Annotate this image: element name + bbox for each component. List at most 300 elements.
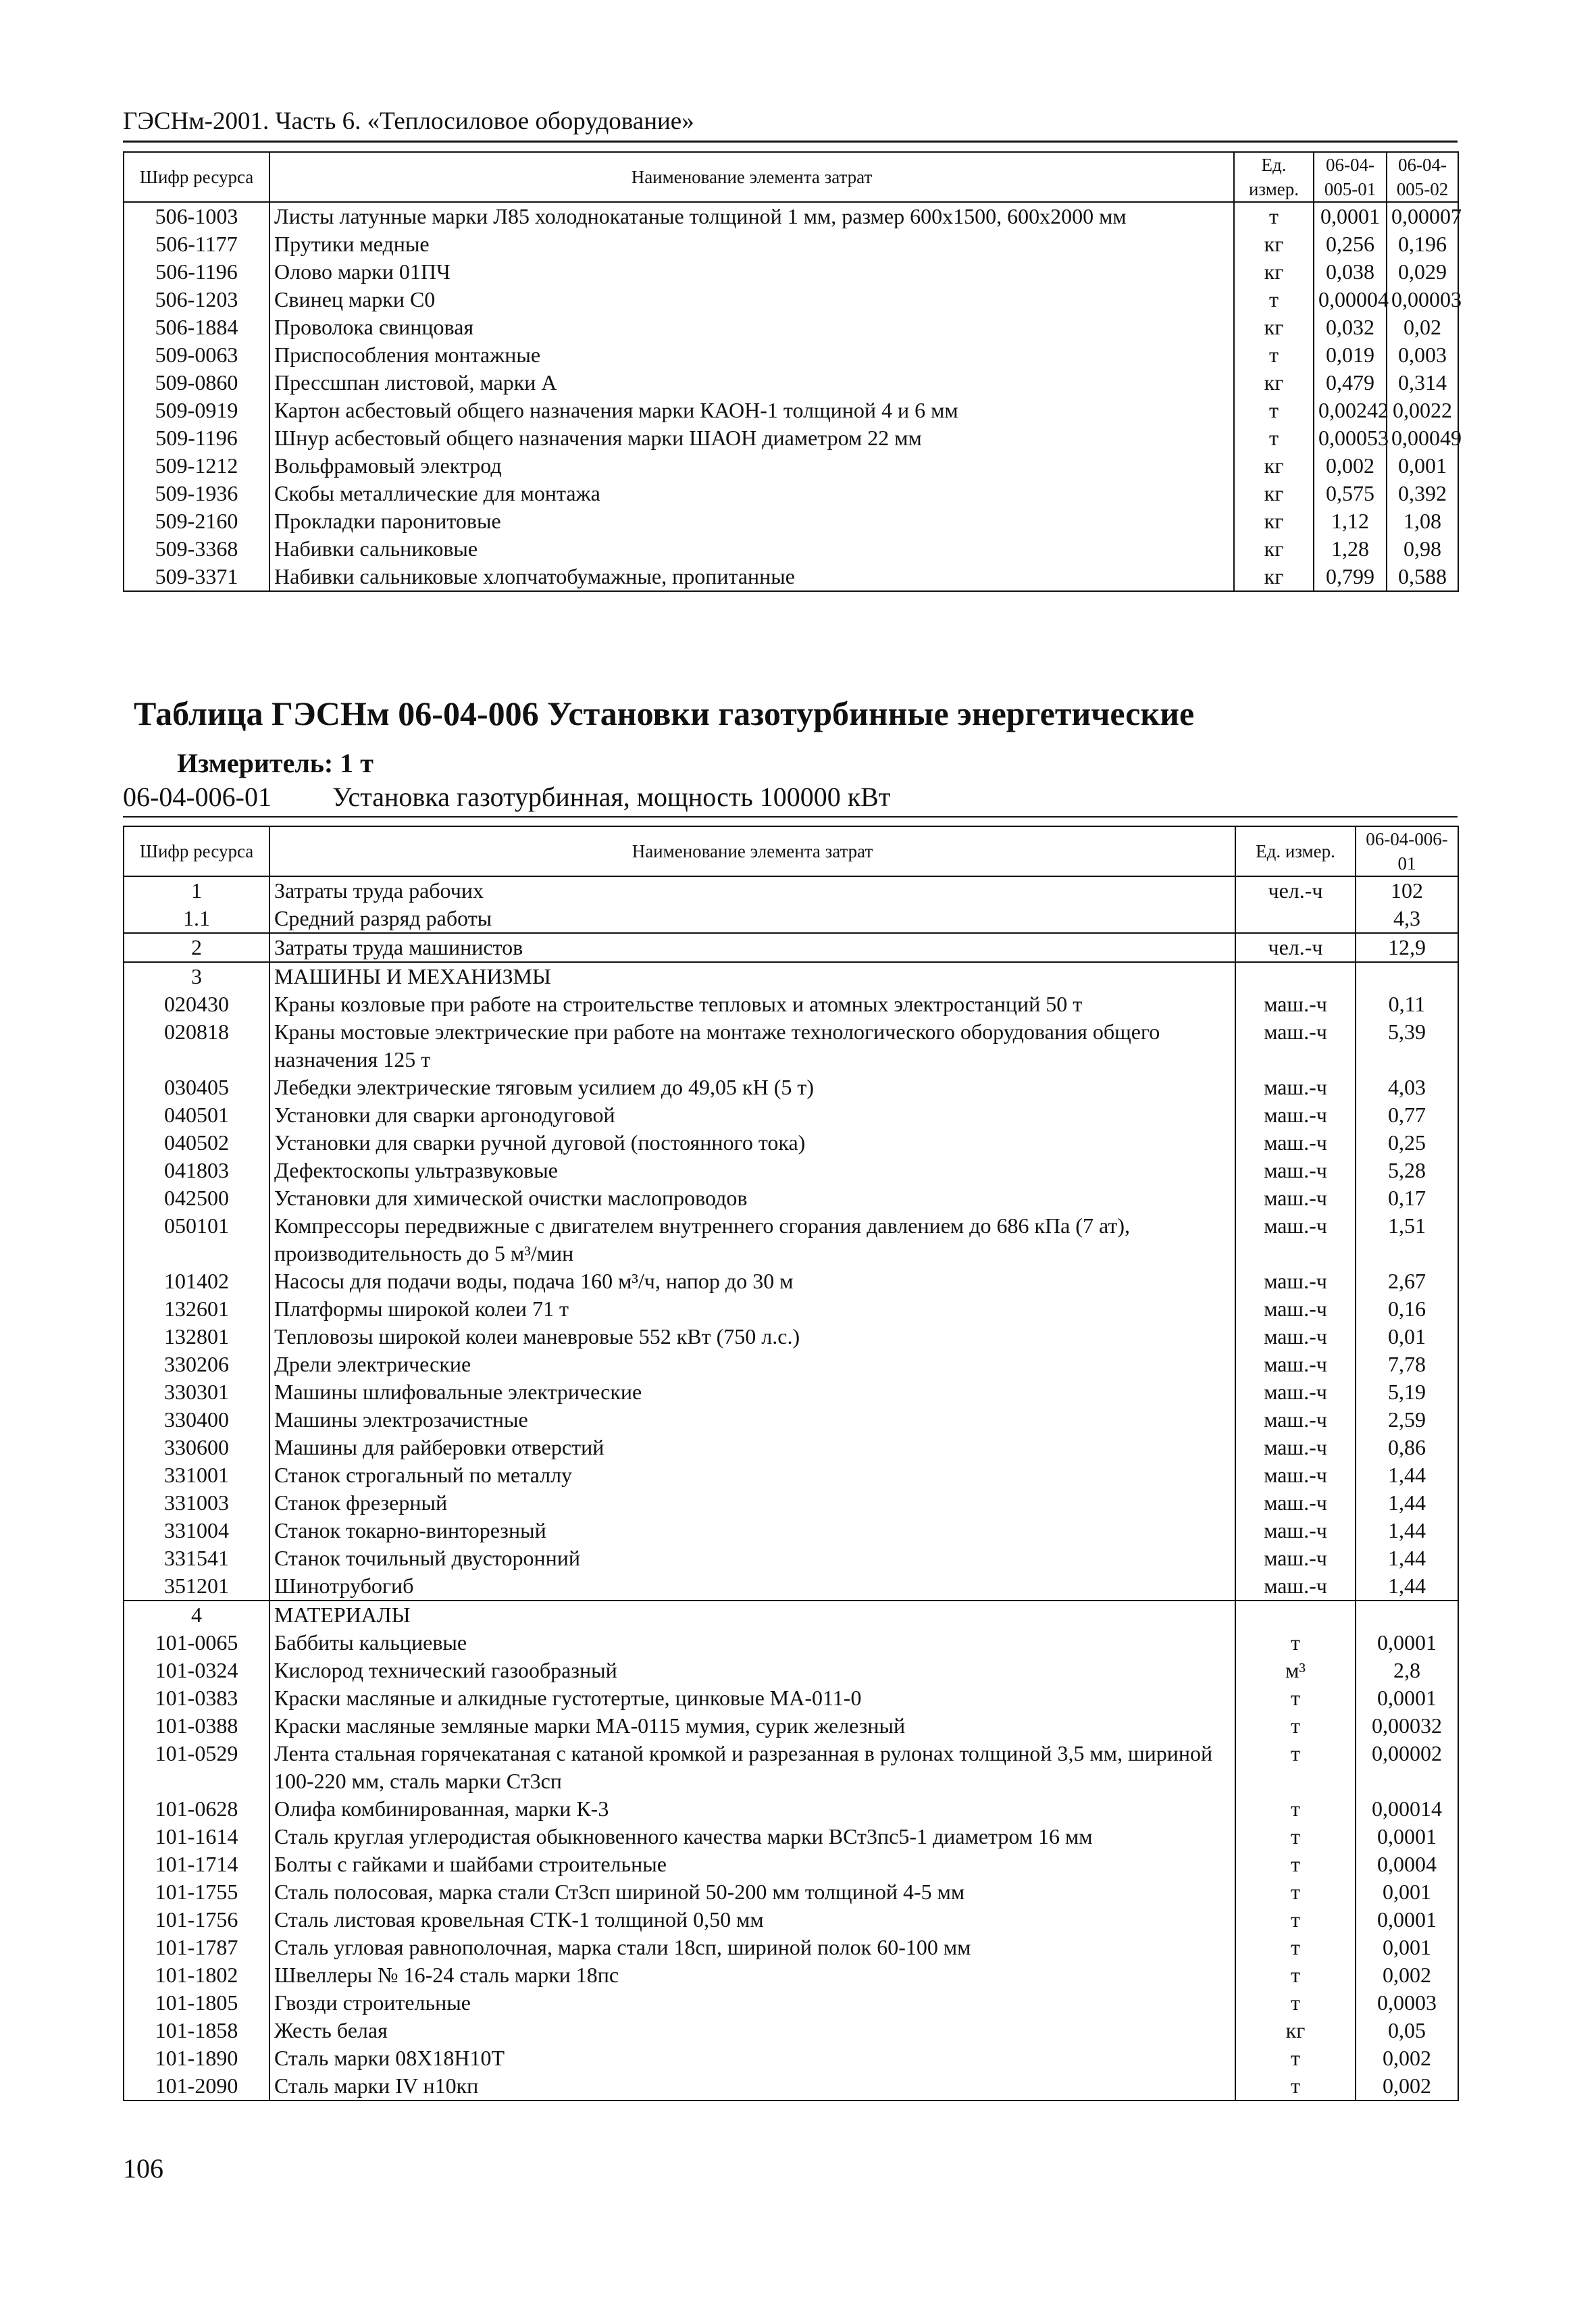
table-row [124,1378,1458,1406]
resource-unit [1235,962,1356,990]
norm-value-006-01: 0,0001 [1356,1684,1458,1712]
norm-value-005-02: 0,00003 [1387,286,1458,313]
resource-unit: маш.-ч [1235,1434,1356,1461]
resource-code: 101-0383 [124,1684,269,1712]
norm-value-006-01: 0,05 [1356,2017,1458,2044]
norm-value-006-01: 0,17 [1356,1184,1458,1212]
resource-unit: маш.-ч [1235,1184,1356,1212]
table-row [124,480,1458,507]
resource-unit: т [1235,1795,1356,1823]
norm-value-006-01: 0,00032 [1356,1712,1458,1740]
resource-unit [1235,1601,1356,1629]
norm-value-006-01: 12,9 [1356,933,1458,962]
resource-unit: маш.-ч [1235,1517,1356,1544]
resource-unit: т [1234,286,1314,313]
resource-unit: м³ [1235,1657,1356,1684]
resource-code: 101-1805 [124,1989,269,2017]
resource-unit: чел.-ч [1235,876,1356,905]
resource-code: 506-1177 [124,230,269,258]
resource-code: 330600 [124,1434,269,1461]
resource-name: Машины электрозачистные [269,1406,1235,1434]
norm-value-005-01: 0,575 [1314,480,1387,507]
resource-name: Лента стальная горячекатаная с катаной кромкой и разрезанная в рулонах толщиной 3,5 мм, шириной 100-220 мм, сталь марки Ст3сп [269,1740,1235,1795]
resource-code: 509-1196 [124,424,269,452]
column-header-unit: Ед. измер. [1234,152,1314,202]
table-row [124,1129,1458,1157]
resource-code: 020430 [124,990,269,1018]
table-row [124,1074,1458,1101]
norm-value-006-01: 0,16 [1356,1295,1458,1323]
resource-name: Платформы широкой колеи 71 т [269,1295,1235,1323]
resource-name: Олифа комбинированная, марки К-3 [269,1795,1235,1823]
table-row [124,1461,1458,1489]
resource-name: Швеллеры № 16-24 сталь марки 18пс [269,1961,1235,1989]
measure-unit: Измеритель: 1 т [177,748,374,778]
norm-value-005-01: 0,019 [1314,341,1387,369]
resource-name: Краны козловые при работе на строительстве тепловых и атомных электростанций 50 т [269,990,1235,1018]
resource-code: 042500 [124,1184,269,1212]
norm-value-005-02: 0,00049 [1387,424,1458,452]
column-header-name: Наименование элемента затрат [269,152,1234,202]
resource-code: 101-0529 [124,1740,269,1795]
norm-value-005-02: 0,314 [1387,369,1458,397]
table-row [124,313,1458,341]
resource-unit: маш.-ч [1235,1406,1356,1434]
resource-name: Сталь угловая равнополочная, марка стали 18сп, шириной полок 60-100 мм [269,1934,1235,1961]
resource-unit: т [1235,1629,1356,1657]
norm-value-005-01: 0,799 [1314,563,1387,591]
resource-code: 506-1884 [124,313,269,341]
norm-value-005-02: 1,08 [1387,507,1458,535]
resource-name: Приспособления монтажные [269,341,1234,369]
resource-code: 101-0628 [124,1795,269,1823]
resource-unit: т [1235,2044,1356,2072]
norm-value-006-01: 0,001 [1356,1878,1458,1906]
norm-value-005-02: 0,001 [1387,452,1458,480]
resource-unit: маш.-ч [1235,1489,1356,1517]
resource-unit: маш.-ч [1235,1018,1356,1074]
table-row [124,452,1458,480]
table-row [124,1517,1458,1544]
resource-unit: маш.-ч [1235,1129,1356,1157]
resource-name: Кислород технический газообразный [269,1657,1235,1684]
resource-unit: т [1235,1934,1356,1961]
resource-code: 101-1614 [124,1823,269,1851]
resource-unit: маш.-ч [1235,1544,1356,1572]
norm-value-005-02: 0,392 [1387,480,1458,507]
resource-name: Тепловозы широкой колеи маневровые 552 кВт (750 л.с.) [269,1323,1235,1351]
resource-code: 509-0063 [124,341,269,369]
resource-code: 101-1755 [124,1878,269,1906]
resource-unit: маш.-ч [1235,990,1356,1018]
resource-name: Набивки сальниковые хлопчатобумажные, пропитанные [269,563,1234,591]
resource-code: 101-0388 [124,1712,269,1740]
norm-value-006-01: 5,28 [1356,1157,1458,1184]
resource-name: Набивки сальниковые [269,535,1234,563]
resource-code: 101-1802 [124,1961,269,1989]
resource-code: 132801 [124,1323,269,1351]
resource-table-2 [123,826,1459,2101]
table-row [124,202,1458,230]
table-row [124,424,1458,452]
resource-code: 3 [124,962,269,990]
norm-value-006-01: 0,86 [1356,1434,1458,1461]
table-row [124,1157,1458,1184]
resource-code: 040501 [124,1101,269,1129]
norm-value-006-01: 1,44 [1356,1572,1458,1601]
table-row [124,1629,1458,1657]
table-row [124,1657,1458,1684]
table-row [124,1712,1458,1740]
table-row [124,535,1458,563]
resource-name: Средний разряд работы [269,905,1235,933]
norm-value-005-01: 1,28 [1314,535,1387,563]
table-row [124,341,1458,369]
resource-name: Свинец марки С0 [269,286,1234,313]
norm-value-006-01: 0,0001 [1356,1906,1458,1934]
resource-code: 509-3368 [124,535,269,563]
resource-unit: кг [1234,313,1314,341]
table-row [124,369,1458,397]
resource-name: Станок фрезерный [269,1489,1235,1517]
resource-unit: маш.-ч [1235,1572,1356,1601]
resource-name: Болты с гайками и шайбами строительные [269,1851,1235,1878]
resource-name: Баббиты кальциевые [269,1629,1235,1657]
table-row [124,1989,1458,2017]
norm-value-005-01: 0,032 [1314,313,1387,341]
norm-value-006-01: 7,78 [1356,1351,1458,1378]
resource-unit: кг [1235,2017,1356,2044]
column-header-code: Шифр ресурса [124,826,269,876]
norm-value-005-02: 0,003 [1387,341,1458,369]
norm-value-006-01: 102 [1356,876,1458,905]
norm-value-006-01: 0,0001 [1356,1823,1458,1851]
resource-code: 506-1203 [124,286,269,313]
resource-code: 020818 [124,1018,269,1074]
resource-code: 050101 [124,1212,269,1267]
column-header-code: Шифр ресурса [124,152,269,202]
resource-name: МАШИНЫ И МЕХАНИЗМЫ [269,962,1235,990]
resource-name: Скобы металлические для монтажа [269,480,1234,507]
table-row [124,1572,1458,1601]
resource-code: 509-3371 [124,563,269,591]
resource-name: Картон асбестовый общего назначения марки КАОН-1 толщиной 4 и 6 мм [269,397,1234,424]
resource-code: 101-2090 [124,2072,269,2101]
table-row [124,1684,1458,1712]
resource-unit: кг [1234,369,1314,397]
norm-value-006-01: 2,59 [1356,1406,1458,1434]
table-row [124,1101,1458,1129]
norm-value-005-02: 0,0022 [1387,397,1458,424]
norm-value-006-01: 0,25 [1356,1129,1458,1157]
table-row [124,1267,1458,1295]
resource-unit: маш.-ч [1235,1461,1356,1489]
resource-code: 330206 [124,1351,269,1378]
resource-code: 509-2160 [124,507,269,535]
table-row [124,2044,1458,2072]
norm-code: 06-04-006-01 [123,782,272,812]
norm-value-005-01: 0,002 [1314,452,1387,480]
norm-value-006-01: 2,67 [1356,1267,1458,1295]
table-row [124,1184,1458,1212]
table-row [124,933,1458,962]
norm-value-006-01 [1356,962,1458,990]
norm-value-006-01: 0,0001 [1356,1629,1458,1657]
resource-unit: т [1235,1823,1356,1851]
resource-unit: т [1234,341,1314,369]
resource-unit: кг [1234,563,1314,591]
resource-code: 330301 [124,1378,269,1406]
norm-value-005-02: 0,029 [1387,258,1458,286]
table-row [124,230,1458,258]
column-header-norm-005-02: 06-04-005-02 [1387,152,1458,202]
resource-unit: кг [1234,535,1314,563]
resource-code: 040502 [124,1129,269,1157]
resource-unit: т [1235,1684,1356,1712]
table-row [124,1961,1458,1989]
resource-name: Сталь круглая углеродистая обыкновенного качества марки ВСт3пс5-1 диаметром 16 мм [269,1823,1235,1851]
column-header-norm-005-01: 06-04-005-01 [1314,152,1387,202]
table-row [124,1851,1458,1878]
norm-value-006-01: 2,8 [1356,1657,1458,1684]
resource-code: 331541 [124,1544,269,1572]
table-row [124,876,1458,905]
resource-unit: кг [1234,258,1314,286]
norm-value-006-01: 1,44 [1356,1517,1458,1544]
resource-code: 331004 [124,1517,269,1544]
resource-code: 509-0919 [124,397,269,424]
resource-code: 331003 [124,1489,269,1517]
page-header: ГЭСНм-2001. Часть 6. «Теплосиловое оборудование» [123,107,694,135]
resource-code: 509-0860 [124,369,269,397]
resource-name: Сталь листовая кровельная СТК-1 толщиной 0,50 мм [269,1906,1235,1934]
resource-unit: кг [1234,230,1314,258]
norm-value-005-01: 1,12 [1314,507,1387,535]
resource-name: Сталь марки 08Х18Н10Т [269,2044,1235,2072]
table-row [124,1212,1458,1267]
norm-value-006-01: 0,77 [1356,1101,1458,1129]
resource-name: Затраты труда машинистов [269,933,1235,962]
norm-value-006-01: 0,001 [1356,1934,1458,1961]
resource-unit: т [1235,1989,1356,2017]
table-row [124,397,1458,424]
resource-code: 101-1714 [124,1851,269,1878]
table-row [124,1018,1458,1074]
resource-name: Шинотрубогиб [269,1572,1235,1601]
resource-code: 101402 [124,1267,269,1295]
norm-value-005-02: 0,588 [1387,563,1458,591]
resource-code: 506-1003 [124,202,269,230]
table-row [124,990,1458,1018]
table-row [124,1740,1458,1795]
norm-value-005-01: 0,0001 [1314,202,1387,230]
subtitle-rule [123,816,1458,818]
resource-unit: маш.-ч [1235,1101,1356,1129]
resource-name: Затраты труда рабочих [269,876,1235,905]
norm-value-006-01: 0,00002 [1356,1740,1458,1795]
table-row [124,1323,1458,1351]
norm-value-006-01: 1,51 [1356,1212,1458,1267]
resource-code: 041803 [124,1157,269,1184]
table-row [124,1544,1458,1572]
resource-code: 101-0065 [124,1629,269,1657]
resource-code: 030405 [124,1074,269,1101]
resource-code: 101-0324 [124,1657,269,1684]
table-row [124,1878,1458,1906]
resource-name: МАТЕРИАЛЫ [269,1601,1235,1629]
norm-value-005-01: 0,479 [1314,369,1387,397]
table-row [124,962,1458,990]
norm-value-006-01 [1356,1601,1458,1629]
norm-value-006-01: 1,44 [1356,1489,1458,1517]
table-row [124,286,1458,313]
resource-name: Установки для сварки аргонодуговой [269,1101,1235,1129]
resource-name: Краски масляные и алкидные густотертые, цинковые МА-011-0 [269,1684,1235,1712]
resource-name: Установки для сварки ручной дуговой (постоянного тока) [269,1129,1235,1157]
resource-unit: т [1235,1878,1356,1906]
norm-value-006-01: 0,11 [1356,990,1458,1018]
resource-name: Проволока свинцовая [269,313,1234,341]
table-title: Таблица ГЭСНм 06-04-006 Установки газотурбинные энергетические [134,695,1195,732]
norm-name: Установка газотурбинная, мощность 100000 кВт [332,782,891,812]
resource-unit: т [1235,1906,1356,1934]
resource-code: 101-1787 [124,1934,269,1961]
resource-unit: т [1235,1740,1356,1795]
norm-value-005-02: 0,98 [1387,535,1458,563]
resource-name: Прокладки паронитовые [269,507,1234,535]
resource-code: 2 [124,933,269,962]
resource-unit: маш.-ч [1235,1351,1356,1378]
norm-value-005-01: 0,00004 [1314,286,1387,313]
table-row [124,1934,1458,1961]
norm-value-005-02: 0,02 [1387,313,1458,341]
resource-code: 331001 [124,1461,269,1489]
resource-code: 351201 [124,1572,269,1601]
resource-unit: кг [1234,452,1314,480]
resource-name: Гвозди строительные [269,1989,1235,2017]
table-row [124,905,1458,933]
resource-name: Вольфрамовый электрод [269,452,1234,480]
resource-unit: т [1235,2072,1356,2101]
resource-code: 509-1212 [124,452,269,480]
norm-value-006-01: 0,002 [1356,2072,1458,2101]
resource-name: Лебедки электрические тяговым усилием до 49,05 кН (5 т) [269,1074,1235,1101]
norm-value-005-02: 0,00007 [1387,202,1458,230]
table-row [124,563,1458,591]
table-row [124,1434,1458,1461]
resource-unit: маш.-ч [1235,1267,1356,1295]
resource-name: Краски масляные земляные марки МА-0115 мумия, сурик железный [269,1712,1235,1740]
resource-unit: т [1235,1851,1356,1878]
norm-value-006-01: 5,19 [1356,1378,1458,1406]
table-row [124,507,1458,535]
resource-name: Шнур асбестовый общего назначения марки ШАОН диаметром 22 мм [269,424,1234,452]
resource-code: 509-1936 [124,480,269,507]
table-row [124,1795,1458,1823]
resource-table-1 [123,151,1462,592]
column-header-norm-006-01: 06-04-006-01 [1356,826,1458,876]
norm-value-006-01: 4,03 [1356,1074,1458,1101]
resource-code: 1 [124,876,269,905]
table-row [124,1295,1458,1323]
resource-name: Жесть белая [269,2017,1235,2044]
resource-unit: т [1234,202,1314,230]
resource-name: Насосы для подачи воды, подача 160 м³/ч, напор до 30 м [269,1267,1235,1295]
norm-subtitle [123,781,1458,813]
resource-unit: т [1235,1961,1356,1989]
resource-code: 4 [124,1601,269,1629]
norm-value-006-01: 1,44 [1356,1544,1458,1572]
table-header-row [124,826,1458,876]
norm-value-006-01: 0,002 [1356,2044,1458,2072]
resource-name: Сталь марки IV н10кп [269,2072,1235,2101]
resource-unit: т [1235,1712,1356,1740]
resource-name: Станок строгальный по металлу [269,1461,1235,1489]
resource-code: 132601 [124,1295,269,1323]
resource-name: Дрели электрические [269,1351,1235,1378]
table-row [124,1823,1458,1851]
resource-unit: чел.-ч [1235,933,1356,962]
resource-name: Компрессоры передвижные с двигателем внутреннего сгорания давлением до 686 кПа (7 ат), производительность до 5 м³/мин [269,1212,1235,1267]
resource-unit: кг [1234,507,1314,535]
norm-value-006-01: 0,002 [1356,1961,1458,1989]
table-header-row [124,152,1458,202]
table-row [124,1489,1458,1517]
resource-code: 506-1196 [124,258,269,286]
resource-unit: маш.-ч [1235,1323,1356,1351]
table-row [124,1601,1458,1629]
norm-value-006-01: 0,0004 [1356,1851,1458,1878]
norm-value-006-01: 4,3 [1356,905,1458,933]
resource-unit: маш.-ч [1235,1295,1356,1323]
resource-name: Олово марки 01ПЧ [269,258,1234,286]
page-number: 106 [123,2153,163,2184]
resource-name: Листы латунные марки Л85 холоднокатаные толщиной 1 мм, размер 600х1500, 600х2000 мм [269,202,1234,230]
norm-value-005-02: 0,196 [1387,230,1458,258]
resource-code: 101-1890 [124,2044,269,2072]
table-row [124,1406,1458,1434]
table-row [124,1351,1458,1378]
resource-name: Станок точильный двусторонний [269,1544,1235,1572]
column-header-unit: Ед. измер. [1235,826,1356,876]
resource-code: 330400 [124,1406,269,1434]
resource-unit: кг [1234,480,1314,507]
column-header-name: Наименование элемента затрат [269,826,1235,876]
header-rule [123,141,1458,143]
table-row [124,2017,1458,2044]
table-row [124,1906,1458,1934]
norm-value-005-01: 0,256 [1314,230,1387,258]
resource-name: Сталь полосовая, марка стали Ст3сп шириной 50-200 мм толщиной 4-5 мм [269,1878,1235,1906]
norm-value-006-01: 1,44 [1356,1461,1458,1489]
norm-value-006-01: 5,39 [1356,1018,1458,1074]
resource-unit: маш.-ч [1235,1074,1356,1101]
resource-code: 101-1858 [124,2017,269,2044]
resource-name: Краны мостовые электрические при работе на монтаже технологического оборудования общего назначения 125 т [269,1018,1235,1074]
resource-unit: маш.-ч [1235,1157,1356,1184]
resource-name: Дефектоскопы ультразвуковые [269,1157,1235,1184]
resource-name: Станок токарно-винторезный [269,1517,1235,1544]
resource-name: Машины шлифовальные электрические [269,1378,1235,1406]
norm-value-005-01: 0,00053 [1314,424,1387,452]
resource-name: Прессшпан листовой, марки А [269,369,1234,397]
norm-value-006-01: 0,01 [1356,1323,1458,1351]
norm-value-006-01: 0,0003 [1356,1989,1458,2017]
norm-value-005-01: 0,00242 [1314,397,1387,424]
table-row [124,258,1458,286]
resource-unit: т [1234,424,1314,452]
norm-value-006-01: 0,00014 [1356,1795,1458,1823]
